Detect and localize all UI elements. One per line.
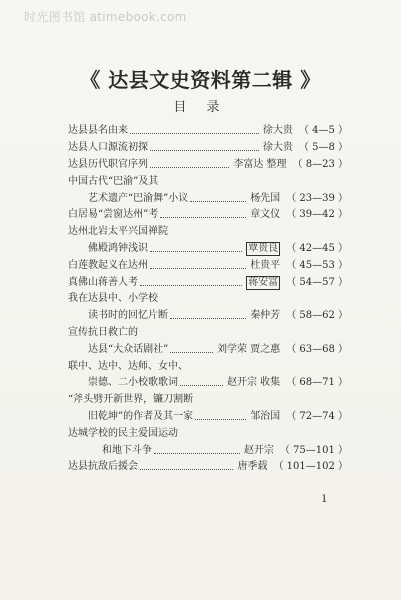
entry-author: 李富达 整理	[233, 158, 287, 170]
entry-author: 蒋安富	[248, 276, 279, 288]
toc-entry	[68, 140, 348, 157]
dot-leader	[195, 418, 246, 420]
toc-entry	[68, 291, 348, 308]
entry-title: 我在达县中、小学校	[68, 293, 158, 305]
entry-title: 宣传抗日救亡的	[68, 326, 138, 338]
dot-leader	[150, 149, 259, 151]
toc-entry	[68, 173, 348, 190]
entry-pages: （ 58—62 ）	[286, 310, 348, 322]
entry-author: 杨先国	[250, 192, 281, 204]
toc-entry	[68, 409, 348, 426]
toc-entry	[68, 308, 348, 325]
toc-entry	[68, 358, 348, 375]
contents-heading: 目 录	[173, 100, 228, 115]
dot-leader	[180, 384, 223, 386]
toc-entry	[68, 459, 348, 476]
dot-leader	[140, 468, 233, 470]
toc-entry	[68, 274, 348, 291]
entry-pages: （ 72—74 ）	[286, 410, 348, 422]
dot-leader	[150, 166, 229, 168]
entry-title: 达县县名由来	[68, 125, 128, 137]
entry-title: 艺术遗产“巴渝舞”小议	[88, 192, 189, 204]
watermark: 时光图书馆 atimebook.com	[24, 10, 187, 24]
entry-title: 达县历代职官序列	[68, 158, 148, 170]
entry-title: 达县抗敌后援会	[68, 461, 138, 473]
entry-pages: （ 45—53 ）	[286, 259, 348, 271]
entry-pages: （ 75—101 ）	[279, 444, 348, 456]
toc-entry	[68, 190, 348, 207]
entry-title: 白居易“尝窗达州”考	[68, 209, 159, 221]
entry-author: 唐季载	[237, 461, 268, 473]
entry-pages: （ 42—45 ）	[286, 242, 348, 254]
entry-author: 徐大贵	[262, 142, 293, 154]
entry-author: 杜贵平	[250, 259, 281, 271]
table-of-contents	[68, 123, 348, 476]
entry-author: 徐大贵	[262, 125, 293, 137]
entry-pages: （ 54—57 ）	[286, 276, 348, 288]
toc-entry	[68, 375, 348, 392]
entry-title: 读书时的回忆片断	[88, 310, 168, 322]
dot-leader	[140, 284, 242, 286]
entry-title: 旧乾坤”的作者及其一家	[88, 410, 194, 422]
entry-title: 联中、达中、达师、女中、	[68, 360, 188, 372]
entry-author: 章文仪	[250, 209, 281, 221]
dot-leader	[170, 351, 213, 353]
dot-leader	[154, 452, 240, 454]
entry-title: 崇德、二小校歌歌词	[88, 377, 178, 389]
toc-entry	[68, 123, 348, 140]
entry-author: 赵开宗	[243, 444, 274, 456]
dot-leader	[160, 216, 246, 218]
toc-entry	[68, 241, 348, 258]
entry-title: 佛殿鸿钟浅识	[88, 242, 148, 254]
dot-leader	[150, 267, 246, 269]
entry-title: 达县“大众话剧社”	[88, 343, 169, 355]
dot-leader	[150, 250, 242, 252]
entry-pages: （ 68—71 ）	[286, 377, 348, 389]
toc-entry	[68, 425, 348, 442]
entry-pages: （ 5—8 ）	[298, 142, 348, 154]
page-title: 《 达县文史资料第二辑 》	[80, 68, 321, 92]
entry-pages: （ 63—68 ）	[286, 343, 348, 355]
toc-entry	[68, 341, 348, 358]
entry-title: “斧头劈开新世界，镰刀割断	[68, 394, 194, 406]
entry-pages: （ 23—39 ）	[286, 192, 348, 204]
entry-pages: （ 101—102 ）	[273, 461, 348, 473]
toc-entry	[68, 207, 348, 224]
entry-author: 刘学荣 贾之惠	[217, 343, 281, 355]
entry-title: 白莲教起义在达州	[68, 259, 148, 271]
entry-pages: （ 4—5 ）	[298, 125, 348, 137]
entry-pages: （ 8—23 ）	[292, 158, 348, 170]
entry-title: 中国古代“巴渝”及其	[68, 175, 159, 187]
toc-entry	[68, 157, 348, 174]
dot-leader	[130, 132, 259, 134]
entry-title: 和地下斗争	[102, 444, 152, 456]
dot-leader	[170, 317, 246, 319]
dot-leader	[190, 200, 246, 202]
entry-author: 邹治国	[250, 410, 281, 422]
entry-pages: （ 39—42 ）	[286, 209, 348, 221]
page-mark: ı	[322, 490, 327, 506]
toc-entry	[68, 257, 348, 274]
toc-entry	[68, 224, 348, 241]
entry-author: 覃贵良	[248, 242, 279, 254]
entry-title: 达州北岩太平兴国禅院	[68, 226, 168, 238]
entry-title: 达县人口源流初探	[68, 142, 148, 154]
entry-title: 真佛山蒋善人考	[68, 276, 138, 288]
toc-entry	[68, 325, 348, 342]
entry-title: 达城学校的民主爱国运动	[68, 427, 178, 439]
toc-entry	[68, 442, 348, 459]
entry-author: 赵开宗 收集	[227, 377, 281, 389]
entry-author: 秦仲芳	[250, 310, 281, 322]
toc-entry	[68, 392, 348, 409]
